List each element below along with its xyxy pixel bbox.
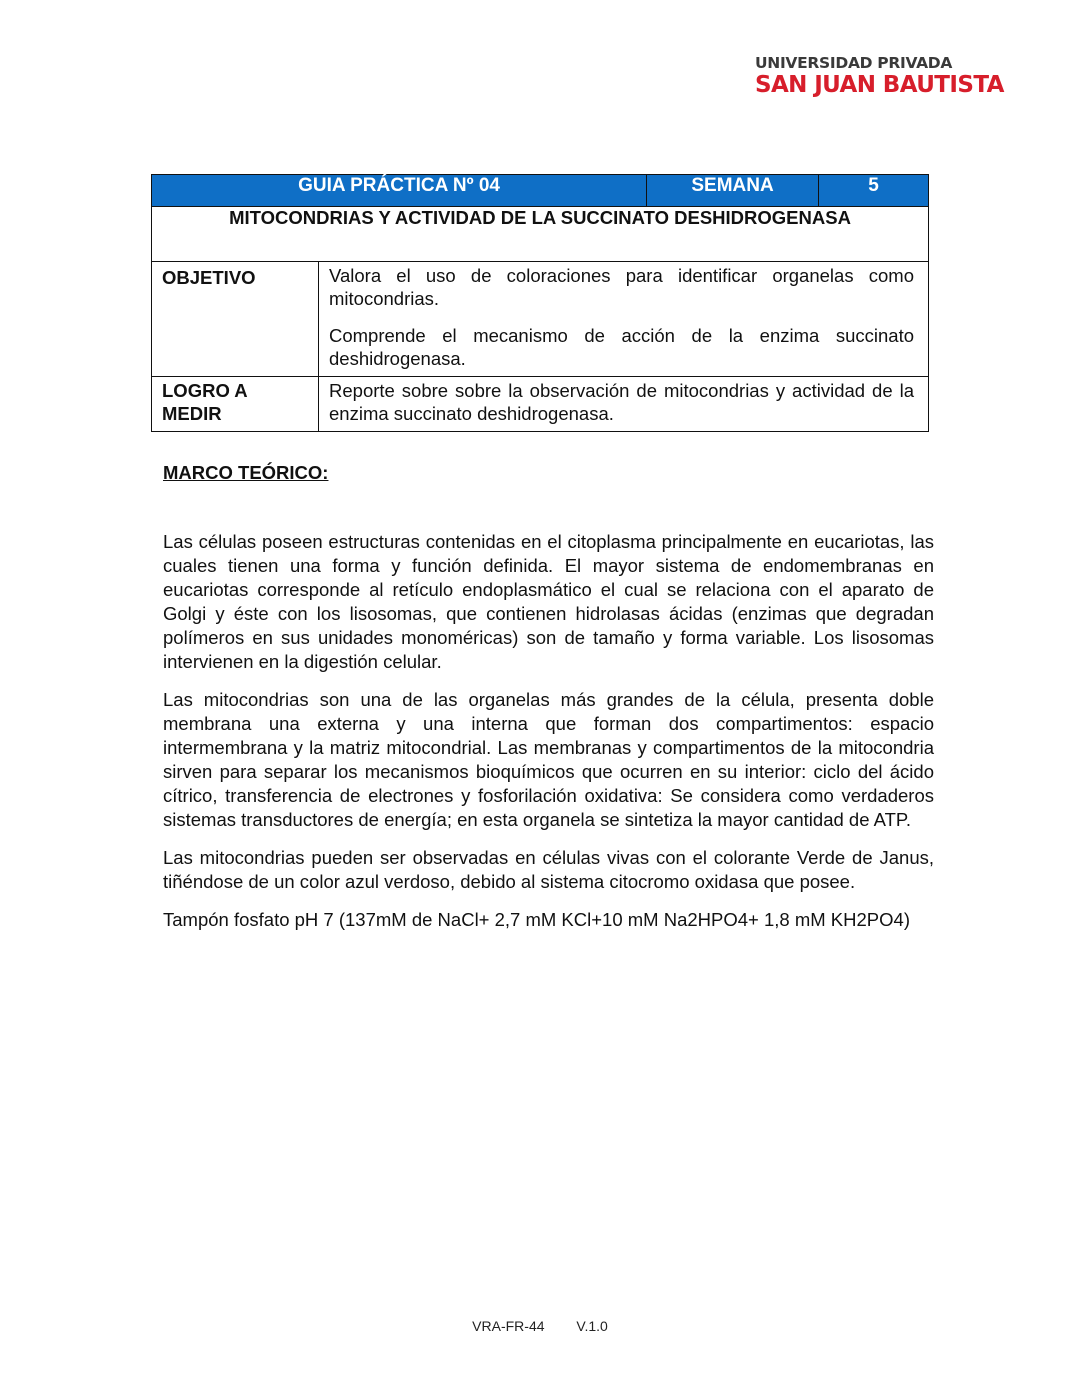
theory-body xyxy=(163,530,934,946)
guide-title-row xyxy=(152,207,929,262)
achievement-text: Reporte sobre sobre la observación de mitocondrias y actividad de la enzima succinato deshidrogenasa. xyxy=(329,380,915,424)
achievement-content xyxy=(319,377,929,432)
achievement-label-line-1: LOGRO A xyxy=(162,380,248,401)
objective-item-1: Valora el uso de coloraciones para identificar organelas como mitocondrias. xyxy=(329,265,915,309)
document-code: VRA-FR-44 xyxy=(472,1318,545,1334)
theory-heading: MARCO TEÓRICO: xyxy=(163,462,329,483)
logo-line-1: UNIVERSIDAD PRIVADA xyxy=(755,54,953,72)
logo-line-2: SAN JUAN BAUTISTA xyxy=(755,72,1004,98)
guide-info-table xyxy=(151,174,929,432)
guide-header-row xyxy=(152,175,929,207)
theory-paragraph-3: Las mitocondrias pueden ser observadas en células vivas con el colorante Verde de Janus, tiñéndose de un color azul verdoso, debido al sistema citocromo oxidasa que posee. xyxy=(163,847,934,892)
achievement-label xyxy=(152,377,319,432)
objective-content xyxy=(319,262,929,377)
achievement-label-line-2: MEDIR xyxy=(162,403,222,424)
week-label-cell: SEMANA xyxy=(647,175,819,207)
achievement-row xyxy=(152,377,929,432)
university-logo xyxy=(755,54,1015,98)
theory-paragraph-1: Las células poseen estructuras contenidas en el citoplasma principalmente en eucariotas, las cuales tienen una forma y función definida. El mayor sistema de endomembranas en eucariotas corresponde al retículo endoplasmático el cual se relaciona con el aparato de Golgi y éste con los lisosomas, que contienen hidrolasas ácidas (enzimas que degradan polímeros en sus unidades monoméricas) son de tamaño y forma variable. Los lisosomas intervienen en la digestión celular. xyxy=(163,531,934,672)
guide-number-cell: GUIA PRÁCTICA Nº 04 xyxy=(152,175,647,207)
week-number-cell: 5 xyxy=(819,175,929,207)
page-footer xyxy=(0,1318,1080,1334)
buffer-formula: Tampón fosfato pH 7 (137mM de NaCl+ 2,7 mM KCl+10 mM Na2HPO4+ 1,8 mM KH2PO4) xyxy=(163,909,910,930)
theory-paragraph-2: Las mitocondrias son una de las organelas más grandes de la célula, presenta doble membrana una externa y una interna que forman dos compartimentos: espacio intermembrana y la matriz mitocondrial. Las membranas y compartimentos de la mitocondria sirven para separar los mecanismos bioquímicos que ocurren en su interior: ciclo del ácido cítrico, transferencia de electrones y fosforilación oxidativa: Se considera como verdaderos sistemas transductores de energía; en esta organela se sintetiza la mayor cantidad de ATP. xyxy=(163,689,934,830)
objective-row xyxy=(152,262,929,377)
document-version: V.1.0 xyxy=(576,1318,608,1334)
guide-title: MITOCONDRIAS Y ACTIVIDAD DE LA SUCCINATO DESHIDROGENASA xyxy=(152,207,929,262)
objective-item-2: Comprende el mecanismo de acción de la enzima succinato deshidrogenasa. xyxy=(329,325,915,369)
objective-label: OBJETIVO xyxy=(152,262,319,377)
